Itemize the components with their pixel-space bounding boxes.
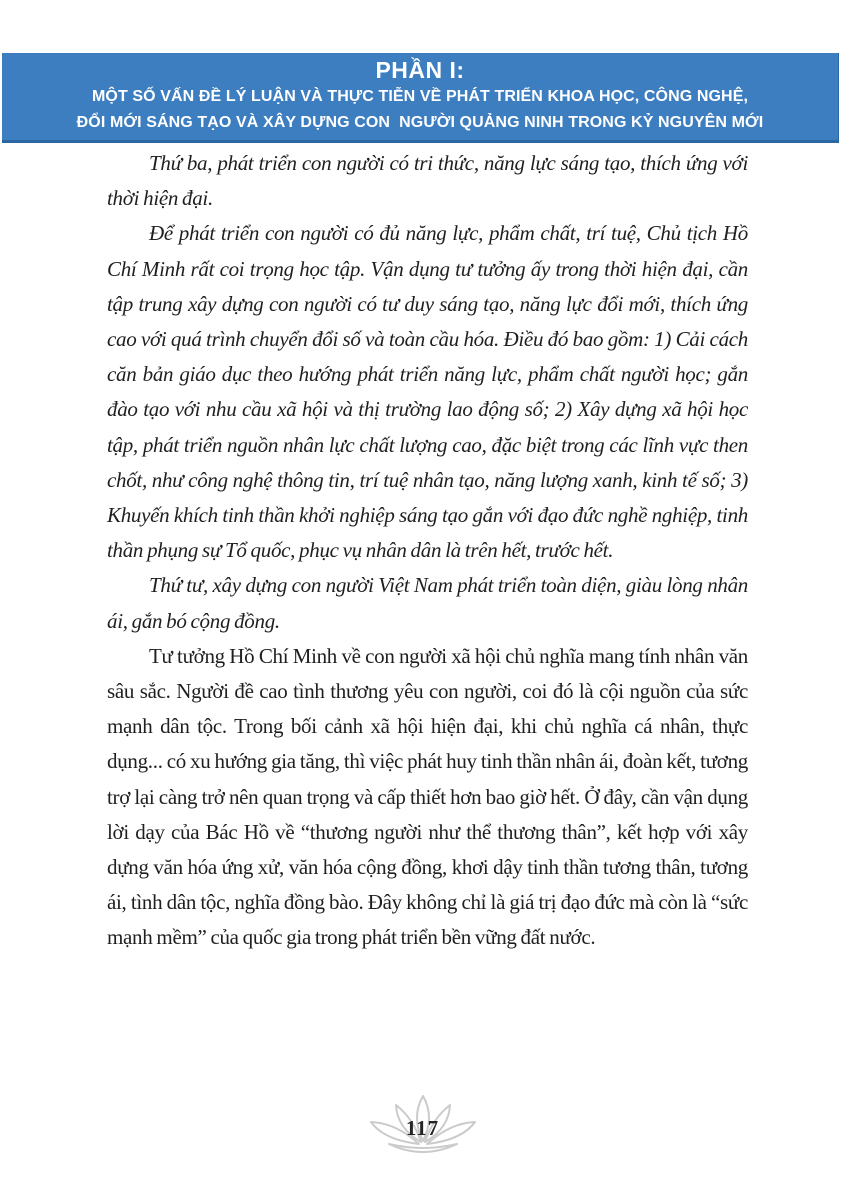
paragraph: Để phát triển con người có đủ năng lực, phẩm chất, trí tuệ, Chủ tịch Hồ Chí Minh rất coi trọng học tập. Vận dụng tư tưởng ấy trong thời hiện đại, cần tập trung xây dựng con người có tư duy sáng tạo, năng lực đổi mới, thích ứng cao với quá trình chuyển đổi số và toàn cầu hóa. Điều đó bao gồm: 1) Cải cách căn bản giáo dục theo hướng phát triển năng lực, phẩm chất người học; gắn đào tạo với nhu cầu xã hội và thị trường lao động số; 2) Xây dựng xã hội học tập, phát triển nguồn nhân lực chất lượng cao, đặc biệt trong các lĩnh vực then chốt, như công nghệ thông tin, trí tuệ nhân tạo, năng lượng xanh, kinh tế số; 3) Khuyến khích tinh thần khởi nghiệp sáng tạo gắn với đạo đức nghề nghiệp, tinh thần phụng sự Tổ quốc, phục vụ nhân dân là trên hết, trước hết.	[107, 221, 748, 563]
part-label: PHẦN I:	[375, 57, 465, 83]
lotus-ornament	[361, 1092, 485, 1162]
banner-title-line-1: MỘT SỐ VẤN ĐỀ LÝ LUẬN VÀ THỰC TIỄN VỀ PHÁT TRIỂN KHOA HỌC, CÔNG NGHỆ,	[91, 88, 749, 105]
paragraph: Thứ ba, phát triển con người có tri thức, năng lực sáng tạo, thích ứng với thời hiện đại.	[107, 151, 748, 211]
page-number: 117	[405, 1116, 440, 1140]
paragraph: Tư tưởng Hồ Chí Minh về con người xã hội chủ nghĩa mang tính nhân văn sâu sắc. Người đề cao tình thương yêu con người, coi đó là cội nguồn của sức mạnh dân tộc. Trong bối cảnh xã hội hiện đại, khi chủ nghĩa cá nhân, thực dụng... có xu hướng gia tăng, thì việc phát huy tinh thần nhân ái, đoàn kết, tương trợ lại càng trở nên quan trọng và cấp thiết hơn bao giờ hết. Ở đây, cần vận dụng lời dạy của Bác Hồ về “thương người như thể thương thân”, kết hợp với xây dựng văn hóa ứng xử, văn hóa cộng đồng, khơi dậy tinh thần tương thân, tương ái, tình dân tộc, nghĩa đồng bào. Đây không chỉ là giá trị đạo đức mà còn là “sức mạnh mềm” của quốc gia trong phát triển bền vững đất nước.	[107, 643, 748, 950]
banner-title-line-2: ĐỔI MỚI SÁNG TẠO VÀ XÂY DỰNG CON NGƯỜI QUẢNG NINH TRONG KỶ NGUYÊN MỚI	[76, 114, 764, 131]
header-banner	[2, 53, 839, 143]
page-footer	[0, 1092, 845, 1162]
paragraph: Thứ tư, xây dựng con người Việt Nam phát triển toàn diện, giàu lòng nhân ái, gắn bó cộng đồng.	[107, 573, 748, 633]
body-text	[107, 146, 748, 956]
